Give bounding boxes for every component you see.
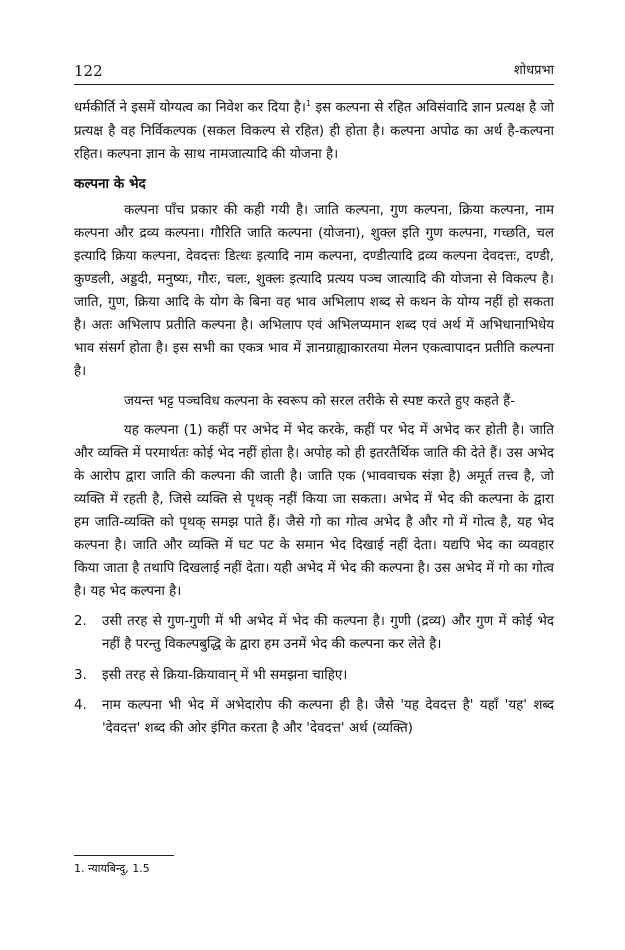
footnote: 1. न्यायबिन्दु, 1.5 <box>74 862 150 875</box>
list-item-4 <box>74 694 554 740</box>
paragraph-3: जयन्त भट्ट पञ्चविध कल्पना के स्वरूप को सरल तरीके से स्पष्ट करते हुए कहते हैं- <box>124 393 516 409</box>
body-text <box>74 92 554 740</box>
list-text: उसी तरह से गुण-गुणी में भी अभेद में भेद की कल्पना है। गुणी (द्रव्य) और गुण में कोई भेद नहीं है परन्तु विकल्पबुद्धि के द्वारा हम उनमें भेद की कल्पना कर लेते है। <box>102 614 554 653</box>
footnote-divider <box>74 855 174 856</box>
paragraph-1 <box>74 92 554 166</box>
running-title: शोधप्रभा <box>513 63 554 78</box>
paragraph-1-rest: इस कल्पना से रहित अविसंवादि ज्ञान प्रत्यक्ष है जो प्रत्यक्ष है वह निर्विकल्पक (सकल विकल्प से रहित) ही होता है। कल्पना अपोढ का अर्थ है-कल्पना रहित। कल्पना ज्ञान के साथ नामजात्यादि की योजना है। <box>74 100 555 162</box>
list-item-3 <box>74 664 554 687</box>
list-number: 2. <box>74 614 87 630</box>
page-header <box>74 60 554 85</box>
section-heading: कल्पना के भेद <box>74 175 146 192</box>
paragraph-4: यह कल्पना (1) कहीं पर अभेद में भेद करके, कहीं पर भेद में अभेद कर होती है। जाति और व्यक्ति में परमार्थतः कोई भेद नहीं होता है। अपोह को ही इतरतैर्थिक जाति की देते हैं। उस अभेद के आरोप द्वारा जाति की कल्पना की जाती है। जाति एक (भाववाचक संज्ञा है) अमूर्त तत्त्व है, जो व्यक्ति में रहती है, जिसे व्यक्ति से पृथक् नहीं किया जा सकता। अभेद में भेद की कल्पना के द्वारा हम जाति-व्यक्ति को पृथक् समझ पाते हैं। जैसे गो का गोत्व अभेद है और गो में गोत्व है, यह भेद कल्पना है। जाति और व्यक्ति में घट पट के समान भेद दिखाई नहीं देता। यद्यपि भेद का व्यवहार किया जाता है तथापि दिखलाई नहीं देता। यही अभेद में भेद की कल्पना है। उस अभेद में गो का गोत्व है। यह भेद कल्पना है। <box>74 422 554 600</box>
list-text: नाम कल्पना भी भेद में अभेदारोप की कल्पना ही है। जैसे 'यह देवदत्त है' यहाँ 'यह' शब्द 'देवदत्त' शब्द की ओर इंगित करता है और 'देवदत्त' अर्थ (व्यक्ति) <box>102 697 554 736</box>
page-number: 122 <box>74 62 103 80</box>
footnote-marker[interactable]: 1 <box>305 99 312 108</box>
list-number: 4. <box>74 697 87 713</box>
paragraph-1-lead: धर्मकीर्ति ने इसमें योग्यत्व का निवेश कर दिया है। <box>74 100 306 116</box>
list-item-2 <box>74 610 554 656</box>
list-text: इसी तरह से क्रिया-क्रियावान् में भी समझना चाहिए। <box>102 667 348 683</box>
paragraph-2: कल्पना पाँच प्रकार की कही गयी है। जाति कल्पना, गुण कल्पना, क्रिया कल्पना, नाम कल्पना और द्रव्य कल्पना। गौरिति जाति कल्पना (योजना), शुक्ल इति गुण कल्पना, गच्छति, चल इत्यादि क्रिया कल्पना, देवदत्तः डित्थः इत्यादि नाम कल्पना, दण्डीत्यादि द्रव्य कल्पना देवदत्तः, दण्डी, कुण्डली, अड्डदी, मनुष्यः, गौरः, चलः, शुक्लः इत्यादि प्रत्यय पञ्च जात्यादि की योजना से विकल्प है। जाति, गुण, क्रिया आदि के योग के बिना वह भाव अभिलाप शब्द से कथन के योग्य नहीं हो सकता है। अतः अभिलाप प्रतीति कल्पना है। अभिलाप एवं अभिलप्यमान शब्द एवं अर्थ में अभिधानाभिधेय भाव संसर्ग होता है। इस सभी का एकत्र भाव में ज्ञानग्राह्याकारतया मेलन एकत्वापादन प्रतीति कल्पना है। <box>74 202 554 380</box>
list-number: 3. <box>74 667 87 683</box>
